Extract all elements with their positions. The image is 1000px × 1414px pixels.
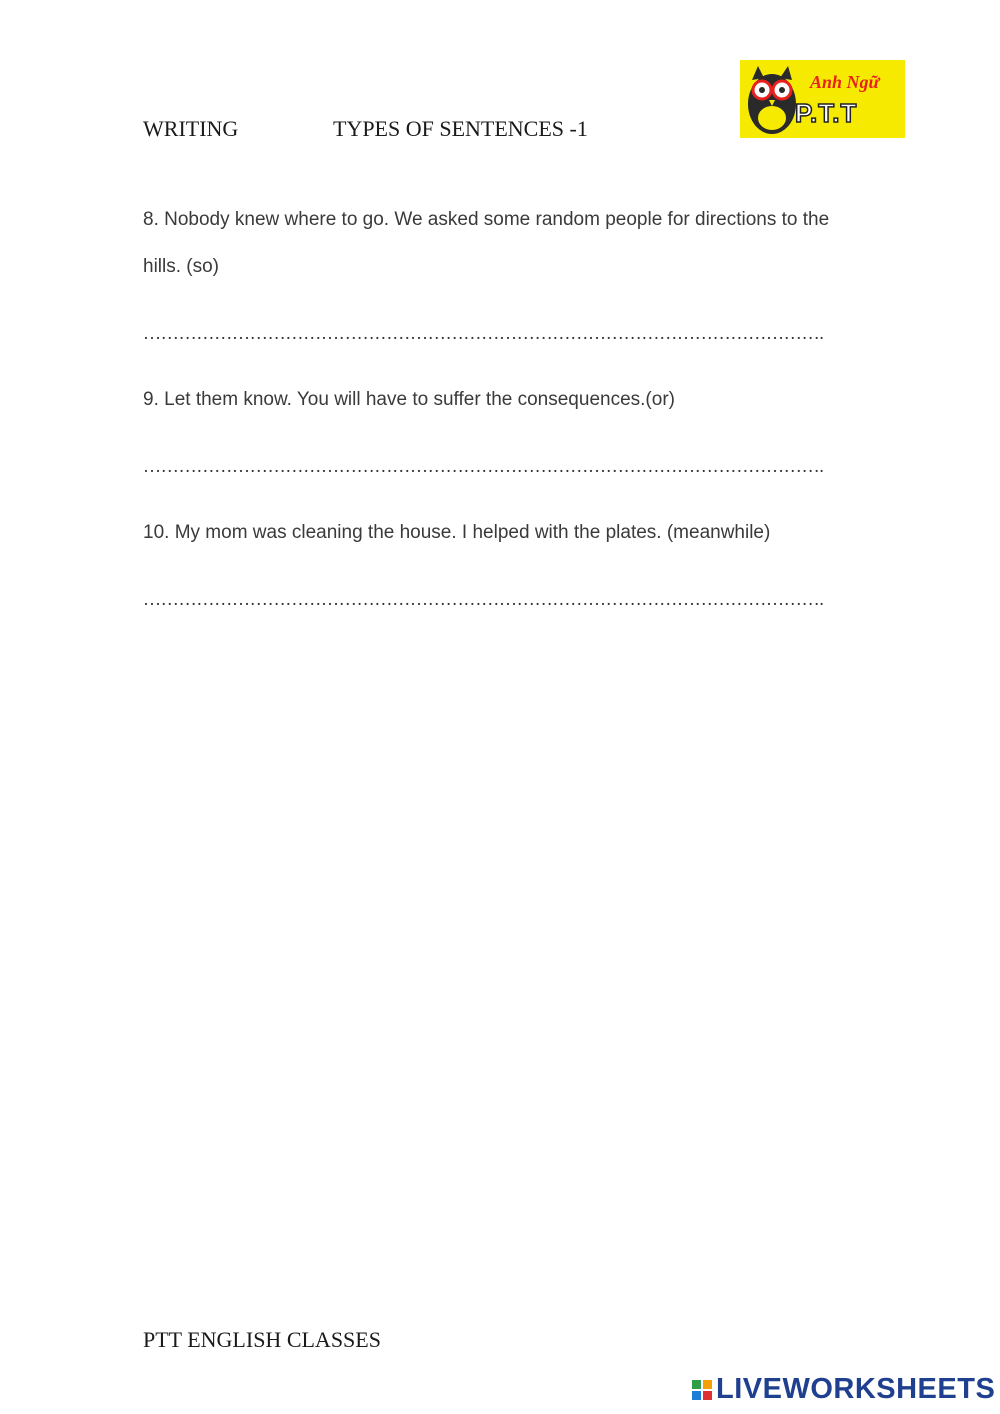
logo-text-top: Anh Ngữ [810,72,880,92]
section-label: WRITING [143,116,239,141]
question-8-line-1: 8. Nobody knew where to go. We asked some random people for directions to the [143,209,830,230]
question-9: 9. Let them know. You will have to suffer the consequences.(or) [143,389,675,410]
liveworksheets-wordmark: LIVEWORKSHEETS [716,1373,996,1405]
liveworksheets-logo-icon [692,1380,712,1400]
page-title: TYPES OF SENTENCES -1 [333,116,588,141]
question-8-line-2: hills. (so) [143,256,220,277]
question-10: 10. My mom was cleaning the house. I helped with the plates. (meanwhile) [143,522,771,543]
answer-line-9[interactable]: ……………………………………………………………………………………………………. [143,456,824,476]
ptt-logo [740,60,905,138]
answer-line-10[interactable]: ……………………………………………………………………………………………………. [143,589,824,609]
footer-text: PTT ENGLISH CLASSES [143,1327,381,1352]
logo-text-bottom: P.T.T [795,98,858,128]
liveworksheets-branding [692,1373,995,1406]
answer-line-8[interactable]: ……………………………………………………………………………………………………. [143,323,824,343]
